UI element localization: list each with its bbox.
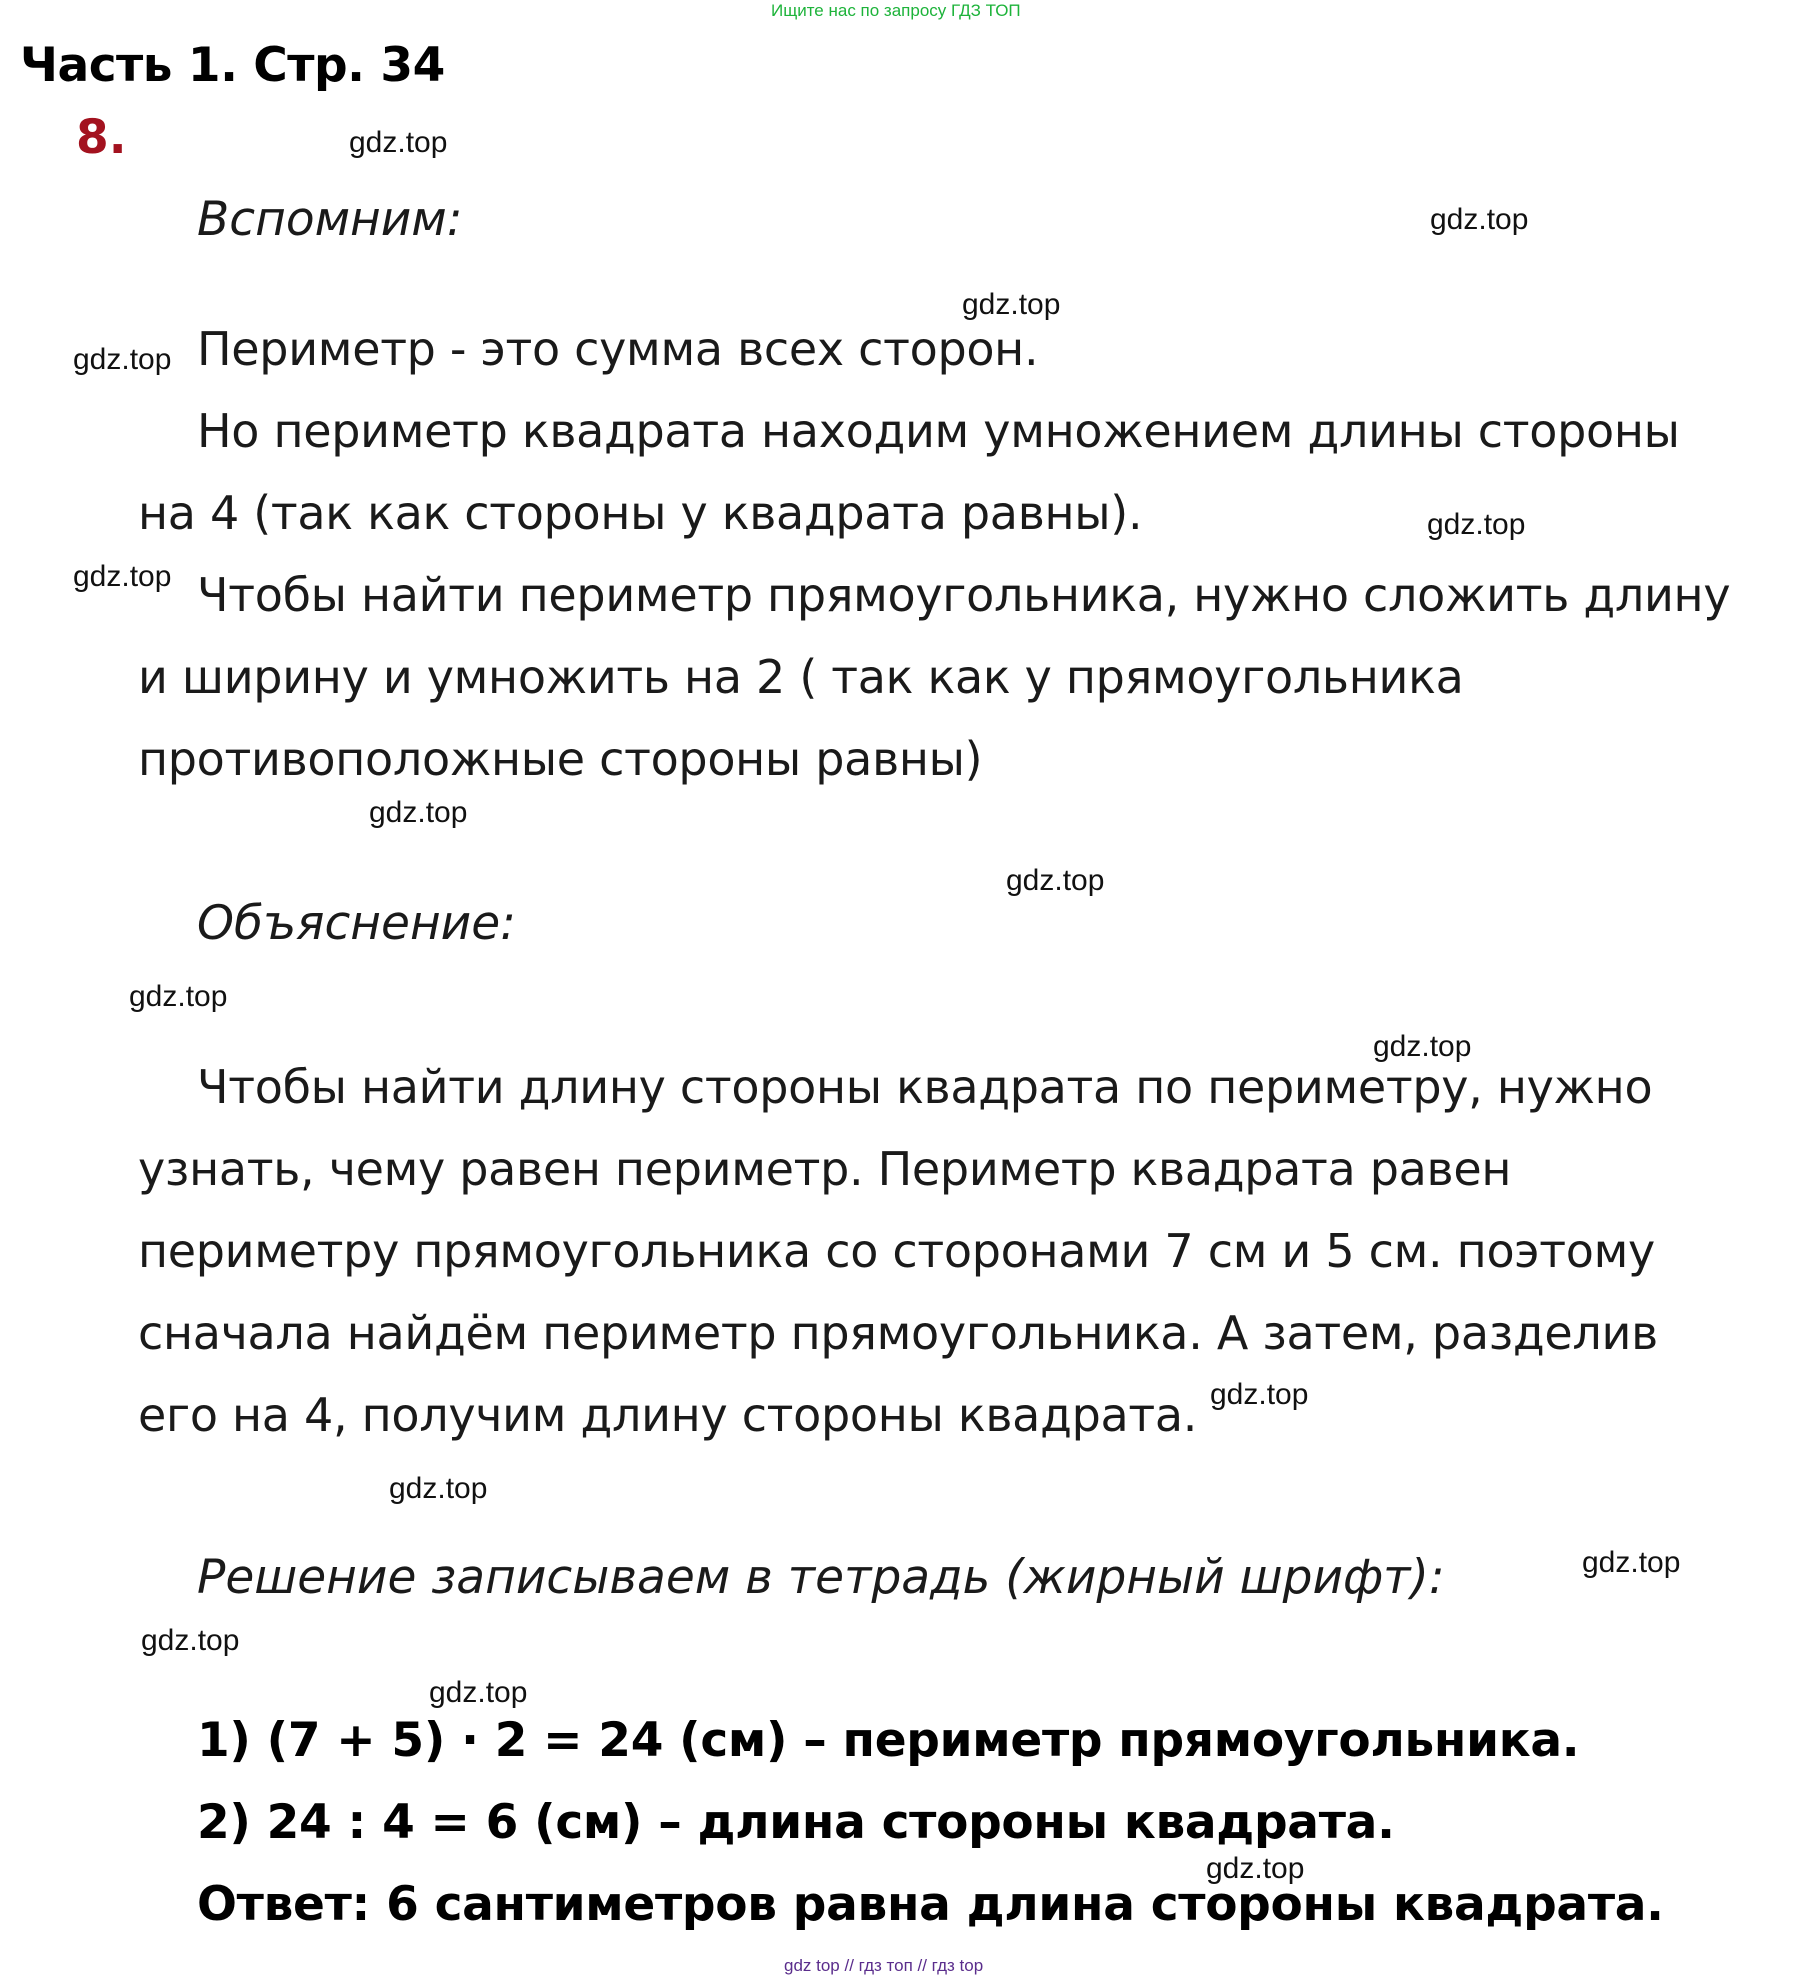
explanation-line: сначала найдём периметр прямоугольника. А затем, разделив xyxy=(138,1306,1658,1360)
recall-line: противоположные стороны равны) xyxy=(138,732,983,786)
watermark: gdz.top xyxy=(349,126,448,159)
watermark: gdz.top xyxy=(962,288,1061,321)
watermark: gdz.top xyxy=(1373,1030,1472,1063)
recall-line: Но периметр квадрата находим умножением длины стороны xyxy=(197,404,1680,458)
watermark: gdz.top xyxy=(1427,508,1526,541)
watermark: gdz.top xyxy=(1582,1546,1681,1579)
watermark: gdz.top xyxy=(1206,1852,1305,1885)
explanation-line: Чтобы найти длину стороны квадрата по периметру, нужно xyxy=(197,1060,1653,1114)
explanation-line: узнать, чему равен периметр. Периметр квадрата равен xyxy=(138,1142,1512,1196)
section-solution-heading: Решение записываем в тетрадь (жирный шрифт): xyxy=(197,1550,1445,1605)
watermark: gdz.top xyxy=(429,1676,528,1709)
footer-links: gdz top // гдз топ // гдз top xyxy=(784,1956,984,1975)
page-title: Часть 1. Стр. 34 xyxy=(20,38,445,93)
watermark: gdz.top xyxy=(1210,1378,1309,1411)
top-banner: Ищите нас по запросу ГДЗ ТОП xyxy=(771,1,1021,20)
watermark: gdz.top xyxy=(1430,203,1529,236)
solution-step-2: 2) 24 : 4 = 6 (см) – длина стороны квадрата. xyxy=(197,1795,1395,1850)
recall-line: и ширину и умножить на 2 ( так как у прямоугольника xyxy=(138,650,1464,704)
explanation-line: его на 4, получим длину стороны квадрата. xyxy=(138,1388,1198,1442)
watermark: gdz.top xyxy=(369,796,468,829)
watermark: gdz.top xyxy=(129,980,228,1013)
watermark: gdz.top xyxy=(73,343,172,376)
watermark: gdz.top xyxy=(389,1472,488,1505)
solution-answer: Ответ: 6 сантиметров равна длина стороны квадрата. xyxy=(197,1877,1664,1932)
recall-line: на 4 (так как стороны у квадрата равны). xyxy=(138,486,1143,540)
recall-line: Чтобы найти периметр прямоугольника, нужно сложить длину xyxy=(197,568,1731,622)
section-recall-heading: Вспомним: xyxy=(197,192,463,247)
watermark: gdz.top xyxy=(141,1624,240,1657)
recall-line: Периметр - это сумма всех сторон. xyxy=(197,322,1039,376)
watermark: gdz.top xyxy=(1006,864,1105,897)
solution-step-1: 1) (7 + 5) · 2 = 24 (см) – периметр прямоугольника. xyxy=(197,1713,1580,1768)
watermark: gdz.top xyxy=(73,560,172,593)
explanation-line: периметру прямоугольника со сторонами 7 см и 5 см. поэтому xyxy=(138,1224,1655,1278)
task-number: 8. xyxy=(76,110,127,165)
section-explanation-heading: Объяснение: xyxy=(197,896,516,951)
